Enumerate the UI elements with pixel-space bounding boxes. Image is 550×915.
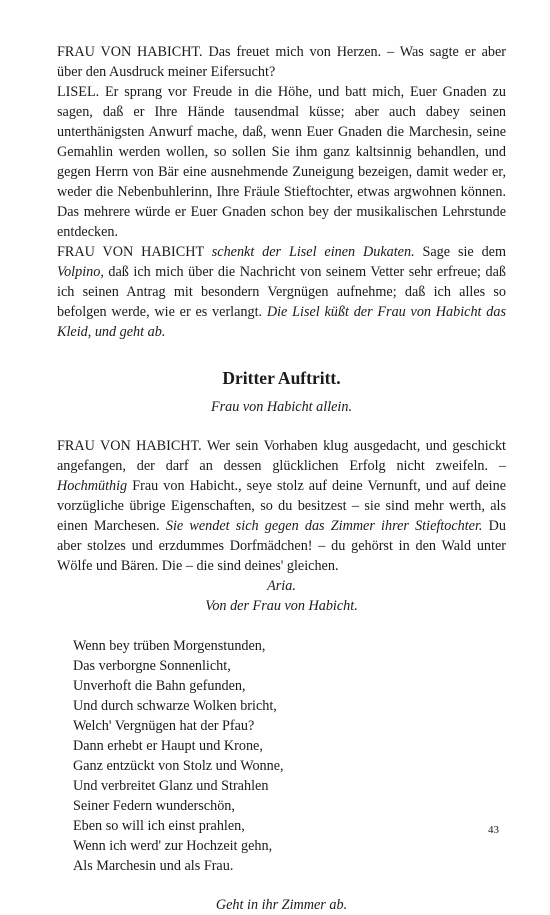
speech-frau-von-habicht-1: FRAU VON HABICHT. Das freuet mich von Herzen. – Was sagte er aber über den Ausdruck meiner Eifersucht? bbox=[57, 44, 506, 80]
stage-direction: Sie wendet sich gegen das Zimmer ihrer Stieftochter. bbox=[165, 518, 483, 534]
verse-line: Wenn bey trüben Morgenstunden, bbox=[73, 638, 266, 654]
stage-direction: schenkt der Lisel einen Dukaten. bbox=[211, 244, 415, 260]
verse-line: Eben so will ich einst prahlen, bbox=[73, 818, 245, 834]
speech-text: Frau von Habicht., seye stolz auf deine Vernunft, und auf deine vorzügliche übrige Eigenschaften, so du besitzest – sie sind mehr werth, als einen Marchesen. bbox=[57, 478, 506, 534]
speech-lisel: LISEL. Er sprang vor Freude in die Höhe, und batt mich, Euer Gnaden zu sagen, daß er Ihre Hände tausendmal küsse; aber auch dabey seinen unterthänigsten Anwurf mache, daß, wenn Euer Gnaden die Marchesin, seine Gemahlin werden wollen, so sollen Sie ihm ganz kaltsinnig behandlen, und gegen Herrn von Bär eine ausnehmende Zuneigung bezeigen, damit weder er, weder die Nebenbuhlerinn, Ihre Fräule Stieftochter, etwas argwohnen können. Das mehrere würde er Euer Gnaden schon bey der musikalischen Lehrstunde entdecken. bbox=[57, 84, 506, 240]
verse-line: Als Marchesin und als Frau. bbox=[73, 858, 234, 874]
speech-frau-von-habicht-3 bbox=[57, 436, 506, 576]
spacer bbox=[57, 417, 506, 436]
stage-direction: Hochmüthig bbox=[57, 478, 128, 494]
scene-subheading: Frau von Habicht allein. bbox=[210, 399, 353, 415]
speech-text: Sage sie dem bbox=[414, 244, 507, 260]
page-body bbox=[57, 42, 506, 915]
exit-direction: Geht in ihr Zimmer ab. bbox=[215, 897, 348, 913]
verse-line: Dann erhebt er Haupt und Krone, bbox=[73, 738, 263, 754]
aria-subtitle: Von der Frau von Habicht. bbox=[205, 598, 358, 614]
speech-text: Du aber stolzes und erzdummes Dorfmädchen! – du gehörst in den Wald unter Wölfe und Bären. Die – die sind deines' gleichen. bbox=[57, 518, 506, 574]
scene-heading: Dritter Auftritt. bbox=[222, 368, 341, 388]
name-volpino: Volpino bbox=[57, 264, 101, 280]
verse-line: Und verbreitet Glanz und Strahlen bbox=[73, 778, 269, 794]
verse bbox=[57, 636, 506, 876]
verse-line: Seiner Federn wunderschön, bbox=[73, 798, 235, 814]
verse-line: Unverhoft die Bahn gefunden, bbox=[73, 678, 246, 694]
speech-frau-von-habicht-2 bbox=[57, 242, 506, 342]
speaker-text: FRAU VON HABICHT bbox=[57, 244, 212, 260]
verse-line: Welch' Vergnügen hat der Pfau? bbox=[73, 718, 255, 734]
verse-line: Wenn ich werd' zur Hochzeit gehn, bbox=[73, 838, 273, 854]
speech-text: FRAU VON HABICHT. Wer sein Vorhaben klug ausgedacht, und geschickt angefangen, der darf an dessen glücklichen Erfolg nicht zweifeln. – bbox=[57, 438, 506, 474]
verse-line: Ganz entzückt von Stolz und Wonne, bbox=[73, 758, 284, 774]
verse-line: Das verborgne Sonnenlicht, bbox=[73, 658, 231, 674]
stage-direction: Die Lisel küßt der Frau von Habicht das Kleid, und geht ab. bbox=[57, 304, 506, 340]
speech-text: , daß ich mich über die Nachricht von seinem Vetter sehr erfreue; daß ich seinen Antrag mit besondern Vergnügen aufnehme; daß ich alles so befolgen werde, wie er es verlangt. bbox=[57, 264, 506, 320]
aria-label: Aria. bbox=[267, 578, 296, 594]
verse-line: Und durch schwarze Wolken bricht, bbox=[73, 698, 277, 714]
page-number: 43 bbox=[488, 824, 499, 836]
